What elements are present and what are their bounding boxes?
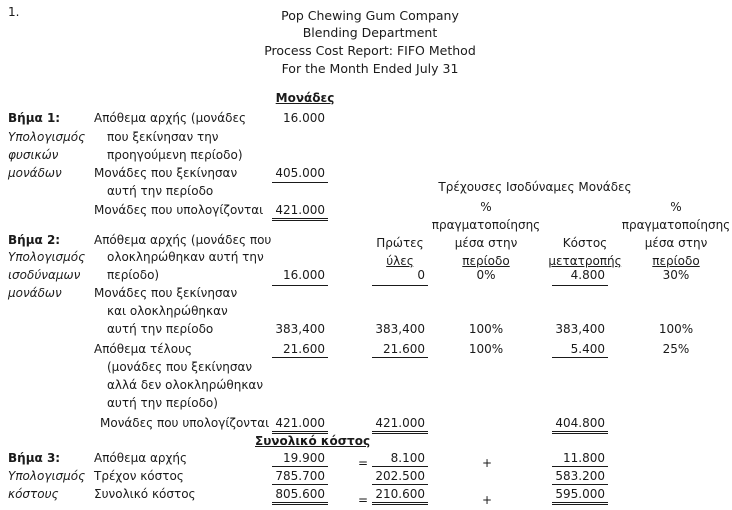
underline — [272, 285, 328, 286]
step1-subtitle-line: φυσικών — [8, 148, 59, 162]
step3-row-label: Τρέχον κόστος — [94, 469, 184, 483]
double-underline — [272, 220, 328, 221]
pct2-header-line: πραγματοποίησης — [621, 218, 731, 232]
underline — [372, 285, 428, 286]
pct1-header-line: περίοδο — [462, 254, 510, 268]
step2-conv-value: 404.800 — [555, 416, 605, 430]
step1-subtitle-line: μονάδων — [8, 166, 62, 180]
double-underline — [372, 433, 428, 434]
step3-total-value: 785.700 — [275, 469, 325, 483]
step2-row-label: αλλά δεν ολοκληρώθηκαν — [107, 378, 264, 392]
underline — [272, 182, 328, 183]
step2-units-value: 16.000 — [283, 268, 325, 282]
pct2-header-line: περίοδο — [652, 254, 700, 268]
step3-title: Βήμα 3: — [8, 451, 61, 465]
step2-raw-value: 421.000 — [375, 416, 425, 430]
step1-row-label: Απόθεμα αρχής (μονάδες — [94, 111, 247, 125]
equals-sign: = — [358, 456, 369, 470]
pct2-header-line: μέσα στην — [644, 236, 708, 250]
step2-pct2-value: 25% — [662, 342, 690, 356]
step3-subtitle-line: κόστους — [8, 487, 59, 501]
double-underline — [552, 431, 608, 432]
plus-sign: + — [482, 456, 493, 470]
report-title: Process Cost Report: FIFO Method — [264, 43, 476, 58]
step1-row-label: που ξεκίνησαν την — [107, 130, 219, 144]
step2-row-label: αυτή την περίοδο — [107, 322, 214, 336]
step3-subtitle-line: Υπολογισμός — [8, 469, 86, 483]
step2-row-label: (μονάδες που ξεκίνησαν — [107, 360, 253, 374]
conv-header-line: Κόστος — [562, 236, 608, 250]
conv-header-line: μετατροπής — [548, 254, 622, 268]
pct2-header-line: % — [670, 200, 682, 214]
step2-raw-value: 0 — [417, 268, 425, 282]
step2-units-value: 21.600 — [283, 342, 325, 356]
step3-total-value: 19.900 — [283, 451, 325, 465]
step1-row-label: αυτή την περίοδο — [107, 184, 214, 198]
plus-sign: + — [482, 493, 493, 507]
step2-units-value: 383,400 — [275, 322, 325, 336]
double-underline — [372, 504, 428, 505]
eq-units-heading: Τρέχουσες Ισοδύναμες Μονάδες — [438, 180, 632, 194]
pct1-header-line: μέσα στην — [454, 236, 518, 250]
step2-conv-value: 383,400 — [555, 322, 605, 336]
step1-row-label: Μονάδες που ξεκίνησαν — [94, 166, 238, 180]
step2-pct1-value: 100% — [468, 322, 504, 336]
step2-units-value: 421.000 — [275, 416, 325, 430]
step1-subtitle-line: Υπολογισμός — [8, 130, 86, 144]
underline — [372, 466, 428, 467]
double-underline — [272, 504, 328, 505]
double-underline — [272, 431, 328, 432]
double-underline — [272, 502, 328, 503]
step2-conv-value: 4.800 — [570, 268, 605, 282]
step2-subtitle-line: ισοδύναμων — [8, 268, 81, 282]
double-underline — [272, 218, 328, 219]
step2-row-label: περίοδο) — [107, 268, 160, 282]
step2-subtitle-line: μονάδων — [8, 286, 62, 300]
step1-units-value: 421.000 — [275, 203, 325, 217]
report-period: For the Month Ended July 31 — [281, 61, 459, 76]
step2-raw-value: 383,400 — [375, 322, 425, 336]
step3-conv-value: 595.000 — [555, 487, 605, 501]
step1-row-label: προηγούμενη περίοδο) — [107, 148, 243, 162]
step1-title: Βήμα 1: — [8, 111, 61, 125]
step2-raw-value: 21.600 — [383, 342, 425, 356]
step2-pct2-value: 100% — [658, 322, 694, 336]
step2-pct1-value: 0% — [476, 268, 496, 282]
double-underline — [552, 504, 608, 505]
raw-header-line: Πρώτες — [376, 236, 424, 250]
step2-pct2-value: 30% — [662, 268, 690, 282]
underline — [272, 357, 328, 358]
double-underline — [552, 433, 608, 434]
step2-row-label: αυτή την περίοδο) — [107, 396, 218, 410]
double-underline — [552, 502, 608, 503]
step1-units-value: 16.000 — [283, 111, 325, 125]
raw-header-line: ύλες — [386, 254, 414, 268]
step2-row-label: και ολοκληρώθηκαν — [107, 304, 228, 318]
step2-title: Βήμα 2: — [8, 233, 61, 247]
pct1-header-line: % — [480, 200, 492, 214]
step3-raw-value: 8.100 — [390, 451, 425, 465]
underline — [372, 484, 428, 485]
equals-sign: = — [358, 493, 369, 507]
company-name: Pop Chewing Gum Company — [281, 8, 459, 23]
step3-row-label: Απόθεμα αρχής — [94, 451, 188, 465]
underline — [372, 357, 428, 358]
step2-row-label: ολοκληρώθηκαν αυτή την — [107, 250, 264, 264]
pct1-header-line: πραγματοποίησης — [431, 218, 541, 232]
step3-raw-value: 202.500 — [375, 469, 425, 483]
underline — [552, 484, 608, 485]
step1-units-value: 405.000 — [275, 166, 325, 180]
underline — [552, 357, 608, 358]
total-cost-heading: Συνολικό κόστος — [255, 434, 371, 448]
step2-row-label: Απόθεμα αρχής (μονάδες που — [94, 233, 272, 247]
underline — [552, 285, 608, 286]
step3-row-label: Συνολικό κόστος — [94, 487, 196, 501]
step2-row-label: Απόθεμα τέλους — [94, 342, 193, 356]
problem-number: 1. — [8, 5, 20, 19]
units-heading: Μονάδες — [275, 91, 335, 105]
underline — [272, 484, 328, 485]
step1-row-label: Μονάδες που υπολογίζονται — [94, 203, 264, 217]
underline — [272, 466, 328, 467]
step2-row-label: Μονάδες που ξεκίνησαν — [94, 286, 238, 300]
step2-subtitle-line: Υπολογισμός — [8, 250, 86, 264]
step3-conv-value: 583.200 — [555, 469, 605, 483]
step3-raw-value: 210.600 — [375, 487, 425, 501]
step3-conv-value: 11.800 — [563, 451, 605, 465]
step2-conv-value: 5.400 — [570, 342, 605, 356]
underline — [552, 466, 608, 467]
step3-total-value: 805.600 — [275, 487, 325, 501]
double-underline — [372, 502, 428, 503]
step2-row-label: Μονάδες που υπολογίζονται — [100, 416, 270, 430]
step2-pct1-value: 100% — [468, 342, 504, 356]
department-name: Blending Department — [302, 25, 438, 40]
double-underline — [372, 431, 428, 432]
